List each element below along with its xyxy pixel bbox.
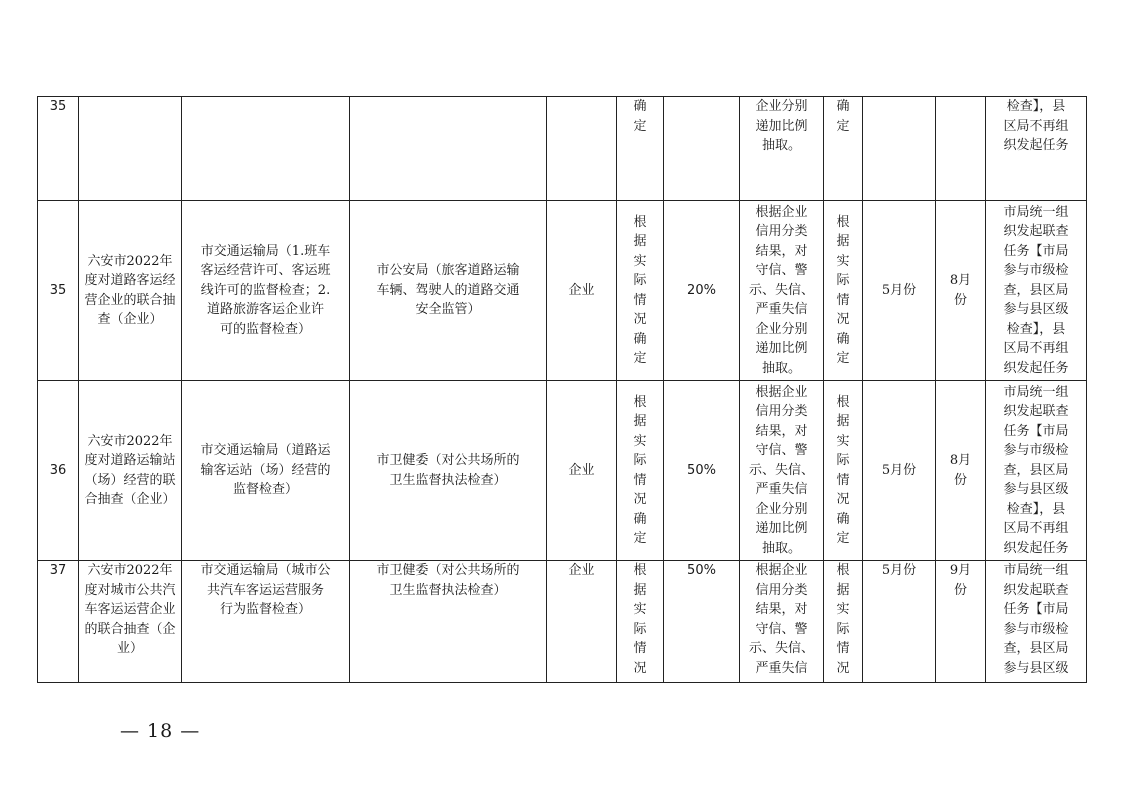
cell-line: 市局统一组 — [1003, 204, 1069, 220]
cell-line: 确 — [633, 511, 647, 527]
table-row — [38, 561, 1087, 683]
lead-department-cell — [182, 201, 350, 381]
cell-line: 据 — [836, 582, 850, 598]
cell-line: 织发起任务 — [1003, 138, 1069, 153]
cell-line: 检查】，县 — [1006, 99, 1066, 114]
cell-line: 严重失信 — [755, 302, 808, 318]
cell-line: 递加比例 — [755, 341, 808, 357]
cell-line: 情 — [633, 292, 647, 308]
cell-line: 定 — [633, 531, 647, 546]
cell-line: 织发起联查 — [1003, 404, 1069, 420]
cell-line: 示、失信、 — [748, 641, 814, 656]
cell-line: 织发起任务 — [1003, 360, 1069, 376]
cell-line: 道路旅游客运企业许 — [206, 302, 324, 318]
sampling-method-cell — [617, 381, 664, 561]
cell-line: 根 — [633, 563, 647, 578]
cell-line: 定 — [836, 351, 850, 366]
cell-line: 情 — [836, 292, 850, 308]
cell-line: 递加比例 — [755, 118, 808, 134]
cell-line: 际 — [836, 453, 850, 468]
cell-line: 据 — [633, 234, 647, 249]
row-number-cell: 36 — [38, 381, 79, 561]
cell-line: 任务【市局 — [1003, 602, 1069, 617]
cell-line: 参与市级检 — [1003, 621, 1069, 637]
sampling-method-cell — [617, 201, 664, 381]
cell-line: 实 — [836, 433, 850, 449]
cell-line: 抽取。 — [761, 360, 801, 376]
cell-line: 参与市级检 — [1003, 263, 1069, 279]
cell-line: 据 — [633, 582, 647, 598]
cell-line: 实 — [633, 433, 647, 449]
cell-line: 市卫健委（对公共场所的 — [376, 453, 520, 468]
cell-line: 市局统一组 — [1003, 563, 1069, 578]
cell-line: 车辆、驾驶人的道路交通 — [376, 282, 520, 298]
end-month-cell — [936, 97, 986, 201]
inspection-scope-cell — [824, 561, 863, 683]
cell-line: 任务【市局 — [1003, 423, 1069, 439]
cell-line: 查，县区局 — [1003, 462, 1069, 478]
cell-line: 市局统一组 — [1003, 384, 1069, 400]
table-row — [38, 381, 1087, 561]
cell-line: 参与市级检 — [1003, 443, 1069, 459]
credit-rule-cell — [740, 97, 824, 201]
cell-line: 况 — [836, 312, 850, 327]
cell-line: 确 — [633, 331, 647, 347]
remark-cell — [986, 561, 1087, 683]
joint-department-cell — [350, 381, 547, 561]
cell-line: 份 — [953, 582, 967, 598]
cell-line: 严重失信 — [755, 482, 808, 498]
remark-cell — [986, 201, 1087, 381]
cell-line: 根据企业 — [755, 563, 808, 578]
start-month-cell: 5月份 — [863, 381, 936, 561]
cell-line: 递加比例 — [755, 521, 808, 537]
inspection-scope-cell — [824, 97, 863, 201]
table-row — [38, 201, 1087, 381]
cell-line: 确 — [633, 99, 647, 114]
cell-line: 根据企业 — [755, 204, 808, 220]
item-name-cell: 六安市2022年度对道路运输站（场）经营的联合抽查（企业） — [79, 381, 182, 561]
cell-line: 抽取。 — [761, 138, 801, 153]
lead-department-cell — [182, 561, 350, 683]
cell-line: 实 — [633, 253, 647, 269]
cell-line: 确 — [836, 511, 850, 527]
cell-line: 企业分别 — [755, 321, 808, 337]
cell-line: 根 — [836, 214, 850, 230]
cell-line: 根 — [633, 394, 647, 410]
cell-line: 定 — [633, 351, 647, 366]
sampling-ratio-cell: 20% — [664, 201, 740, 381]
cell-line: 共汽车客运运营服务 — [206, 582, 324, 598]
cell-line: 据 — [836, 234, 850, 249]
item-name-cell: 六安市2022年度对道路客运经营企业的联合抽查（企业） — [79, 201, 182, 381]
credit-rule-cell — [740, 561, 824, 683]
cell-line: 信用分类 — [755, 224, 808, 240]
credit-rule-cell — [740, 201, 824, 381]
start-month-cell: 5月份 — [863, 561, 936, 683]
cell-line: 守信、警 — [755, 621, 808, 637]
lead-department-cell — [182, 97, 350, 201]
cell-line: 守信、警 — [755, 443, 808, 459]
cell-line: 查，县区局 — [1003, 641, 1069, 656]
cell-line: 根据企业 — [755, 384, 808, 400]
end-month-cell — [936, 381, 986, 561]
cell-line: 区局不再组 — [1003, 341, 1069, 357]
cell-line: 参与县区级 — [1003, 302, 1069, 318]
cell-line: 信用分类 — [755, 582, 808, 598]
row-number-cell: 35 — [38, 201, 79, 381]
cell-line: 结果，对 — [755, 423, 808, 439]
end-month-cell — [936, 561, 986, 683]
cell-line: 抽取。 — [761, 540, 801, 556]
sampling-ratio-cell: 50% — [664, 561, 740, 683]
start-month-cell — [863, 97, 936, 201]
cell-line: 可的监督检查） — [219, 321, 311, 337]
cell-line: 参与县区级 — [1003, 482, 1069, 498]
joint-department-cell — [350, 201, 547, 381]
cell-line: 示、失信、 — [748, 282, 814, 298]
cell-line: 卫生监督执法检查） — [389, 582, 507, 598]
cell-line: 实 — [836, 253, 850, 269]
row-number-cell: 37 — [38, 561, 79, 683]
cell-line: 区局不再组 — [1003, 118, 1069, 134]
inspection-target-cell — [547, 97, 617, 201]
cell-line: 8月 — [949, 273, 972, 288]
cell-line: 际 — [633, 273, 647, 288]
inspection-scope-cell — [824, 381, 863, 561]
cell-line: 况 — [633, 492, 647, 507]
cell-line: 情 — [633, 472, 647, 488]
cell-line: 定 — [836, 531, 850, 546]
end-month-cell — [936, 201, 986, 381]
cell-line: 严重失信 — [755, 660, 808, 676]
cell-line: 实 — [633, 602, 647, 617]
cell-line: 区局不再组 — [1003, 521, 1069, 537]
cell-line: 行为监督检查） — [219, 602, 311, 617]
credit-rule-cell — [740, 381, 824, 561]
inspection-target-cell: 企业 — [547, 201, 617, 381]
cell-line: 据 — [836, 414, 850, 429]
cell-line: 守信、警 — [755, 263, 808, 279]
sampling-ratio-cell — [664, 97, 740, 201]
cell-line: 根 — [836, 394, 850, 410]
table-row — [38, 97, 1087, 201]
inspection-target-cell: 企业 — [547, 381, 617, 561]
item-name-cell: 六安市2022年度对城市公共汽车客运运营企业的联合抽查（企业） — [79, 561, 182, 683]
cell-line: 情 — [836, 472, 850, 488]
cell-line: 情 — [633, 641, 647, 656]
cell-line: 据 — [633, 414, 647, 429]
cell-line: 卫生监督执法检查） — [389, 472, 507, 488]
cell-line: 实 — [836, 602, 850, 617]
cell-line: 检查】，县 — [1006, 321, 1066, 337]
inspection-scope-cell — [824, 201, 863, 381]
cell-line: 市交通运输局（1.班车 — [200, 243, 331, 259]
cell-line: 况 — [633, 312, 647, 327]
cell-line: 客运经营许可、客运班 — [200, 263, 331, 279]
cell-line: 市卫健委（对公共场所的 — [376, 563, 520, 578]
cell-line: 况 — [836, 492, 850, 507]
cell-line: 任务【市局 — [1003, 243, 1069, 259]
sampling-method-cell — [617, 561, 664, 683]
cell-line: 企业分别 — [755, 99, 808, 114]
cell-line: 市公安局（旅客道路运输 — [376, 263, 520, 279]
cell-line: 情 — [836, 641, 850, 656]
row-number-cell: 35 — [38, 97, 79, 201]
cell-line: 结果，对 — [755, 243, 808, 259]
remark-cell — [986, 381, 1087, 561]
cell-line: 信用分类 — [755, 404, 808, 420]
inspection-plan-table — [37, 96, 1087, 683]
cell-line: 8月 — [949, 453, 972, 468]
cell-line: 定 — [633, 118, 647, 134]
cell-line: 织发起联查 — [1003, 224, 1069, 240]
cell-line: 监督检查） — [232, 482, 298, 498]
cell-line: 际 — [633, 621, 647, 637]
joint-department-cell — [350, 97, 547, 201]
sampling-ratio-cell: 50% — [664, 381, 740, 561]
cell-line: 安全监管） — [415, 302, 481, 318]
cell-line: 确 — [836, 331, 850, 347]
cell-line: 确 — [836, 99, 850, 114]
cell-line: 织发起联查 — [1003, 582, 1069, 598]
cell-line: 9月 — [949, 563, 972, 578]
cell-line: 况 — [836, 660, 850, 676]
cell-line: 份 — [953, 292, 967, 308]
cell-line: 查，县区局 — [1003, 282, 1069, 298]
cell-line: 检查】，县 — [1006, 501, 1066, 517]
cell-line: 市交通运输局（道路运 — [200, 443, 331, 459]
remark-cell — [986, 97, 1087, 201]
sampling-method-cell — [617, 97, 664, 201]
cell-line: 根 — [836, 563, 850, 578]
cell-line: 根 — [633, 214, 647, 230]
item-name-cell — [79, 97, 182, 201]
cell-line: 输客运站（场）经营的 — [200, 462, 331, 478]
cell-line: 份 — [953, 472, 967, 488]
cell-line: 际 — [633, 453, 647, 468]
cell-line: 示、失信、 — [748, 462, 814, 478]
cell-line: 线许可的监督检查；2. — [200, 282, 331, 298]
lead-department-cell — [182, 381, 350, 561]
cell-line: 参与县区级 — [1003, 660, 1069, 676]
joint-department-cell — [350, 561, 547, 683]
cell-line: 企业分别 — [755, 501, 808, 517]
cell-line: 定 — [836, 118, 850, 134]
cell-line: 际 — [836, 621, 850, 637]
cell-line: 市交通运输局（城市公 — [200, 563, 331, 578]
cell-line: 际 — [836, 273, 850, 288]
cell-line: 况 — [633, 660, 647, 676]
inspection-target-cell: 企业 — [547, 561, 617, 683]
page-number: — 18 — — [120, 720, 201, 742]
cell-line: 织发起任务 — [1003, 540, 1069, 556]
cell-line: 结果，对 — [755, 602, 808, 617]
start-month-cell: 5月份 — [863, 201, 936, 381]
